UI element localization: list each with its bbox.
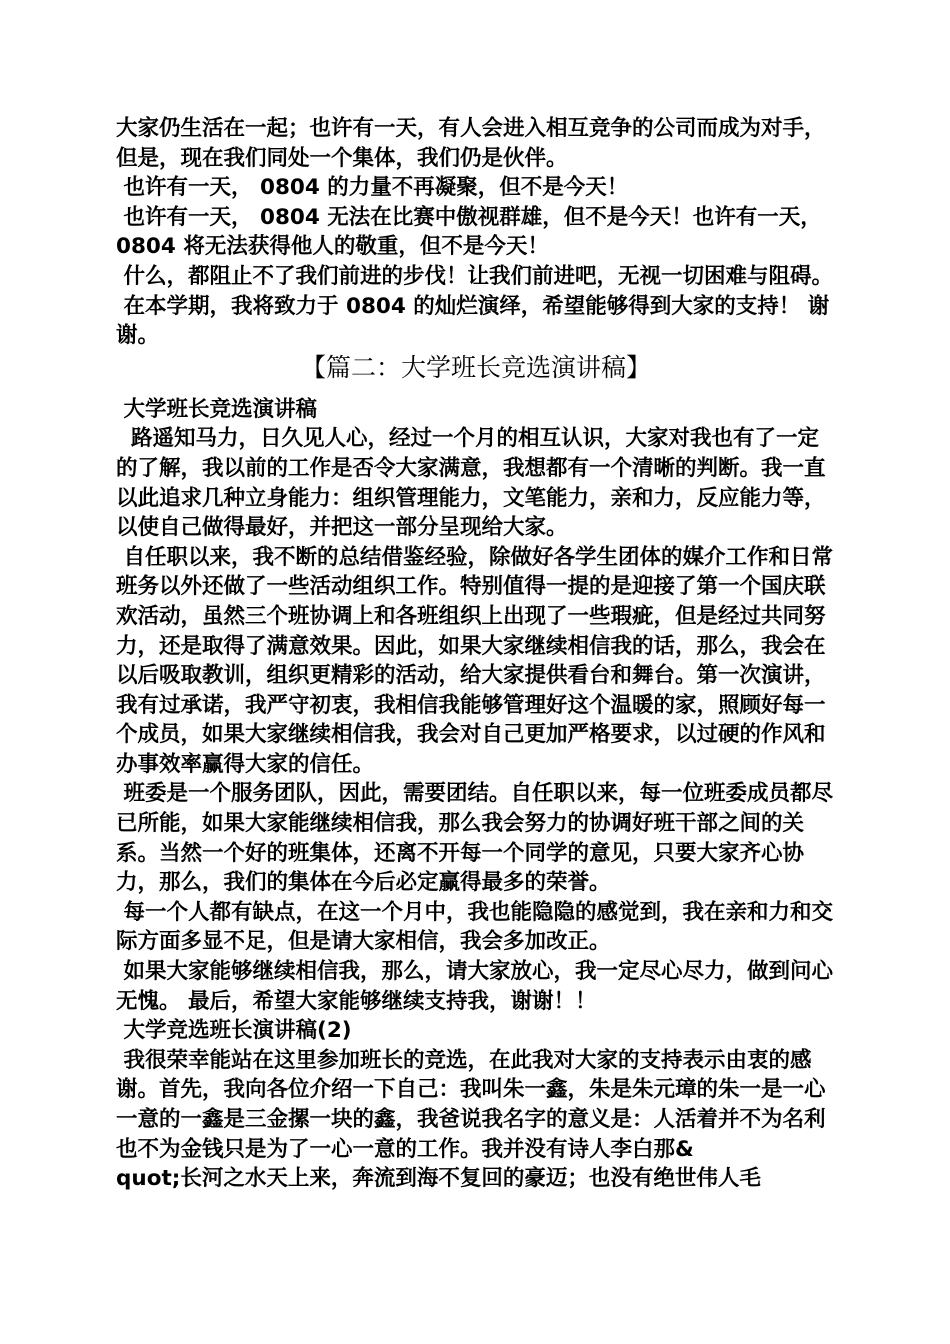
paragraph: 路遥知马力，日久见人心，经过一个月的相互认识，大家对我也有了一定的了解，我以前的工作是否令大家满意，我想都有一个清晰的判断。我一直以此追求几种立身能力：组织管理能力，文笔能力，亲和力，反应能力等，以使自己做得最好，并把这一部分呈现给大家。 [116, 426, 826, 541]
paragraph: 如果大家能够继续相信我，那么，请大家放心，我一定尽心尽力，做到问心无愧。 最后，希望大家能够继续支持我，谢谢！！ [116, 959, 834, 1014]
subheading: 大学竞选班长演讲稿(2) [116, 1018, 352, 1044]
document-page [116, 114, 836, 1194]
paragraph: 每一个人都有缺点，在这一个月中，我也能隐隐的感觉到，我在亲和力和交际方面多显不足，但是请大家相信，我会多加改正。 [116, 899, 834, 955]
subheading: 大学班长竞选演讲稿 [116, 396, 318, 422]
paragraph: quot;长河之水天上来，奔流到海不复回的豪迈；也没有绝世伟人毛 [116, 1166, 761, 1192]
paragraph: 也许有一天， 0804 无法在比赛中傲视群雄，但不是今天！也许有一天， 0804 将无法获得他人的敬重，但不是今天！ [116, 204, 830, 260]
paragraph: 班委是一个服务团队，因此，需要团结。自任职以来，每一位班委成员都尽已所能，如果大家能继续相信我，那么我会努力的协调好班干部之间的关系。当然一个好的班集体，还离不开每一个同学的意见，只要大家齐心协力，那么，我们的集体在今后必定赢得最多的荣誉。 [116, 781, 834, 896]
paragraph: 我很荣幸能站在这里参加班长的竞选，在此我对大家的支持表示由衷的感谢。首先，我向各位介绍一下自己：我叫朱一鑫，朱是朱元璋的朱一是一心一意的一鑫是三金摞一块的鑫，我爸说我名字的意义是：人活着并不为名利也不为金钱只是为了一心一意的工作。我并没有诗人李白那& [116, 1047, 826, 1162]
paragraph: 在本学期，我将致力于 0804 的灿烂演绎，希望能够得到大家的支持！ 谢谢。 [116, 293, 830, 349]
section-heading: 【篇二：大学班长竞选演讲稿】 [300, 352, 651, 382]
paragraph: 什么，都阻止不了我们前进的步伐！让我们前进吧，无视一切困难与阻碍。 [116, 263, 834, 289]
paragraph: 也许有一天， 0804 的力量不再凝聚，但不是今天！ [116, 175, 629, 201]
paragraphs-bottom [116, 395, 836, 1194]
paragraph: 自任职以来，我不断的总结借鉴经验，除做好各学生团体的媒介工作和日常班务以外还做了一些活动组织工作。特别值得一提的是迎接了第一个国庆联欢活动，虽然三个班协调上和各班组织上出现了一些瑕疵，但是经过共同努力，还是取得了满意效果。因此，如果大家继续相信我的话，那么，我会在以后吸取教训，组织更精彩的活动，给大家提供看台和舞台。第一次演讲，我有过承诺，我严守初衷，我相信我能够管理好这个温暖的家，照顾好每一个成员，如果大家继续相信我，我会对自己更加严格要求，以过硬的作风和办事效率赢得大家的信任。 [116, 544, 834, 777]
paragraphs-top [116, 114, 836, 351]
paragraph: 大家仍生活在一起；也许有一天，有人会进入相互竞争的公司而成为对手，但是，现在我们同处一个集体，我们仍是伙伴。 [116, 116, 826, 171]
